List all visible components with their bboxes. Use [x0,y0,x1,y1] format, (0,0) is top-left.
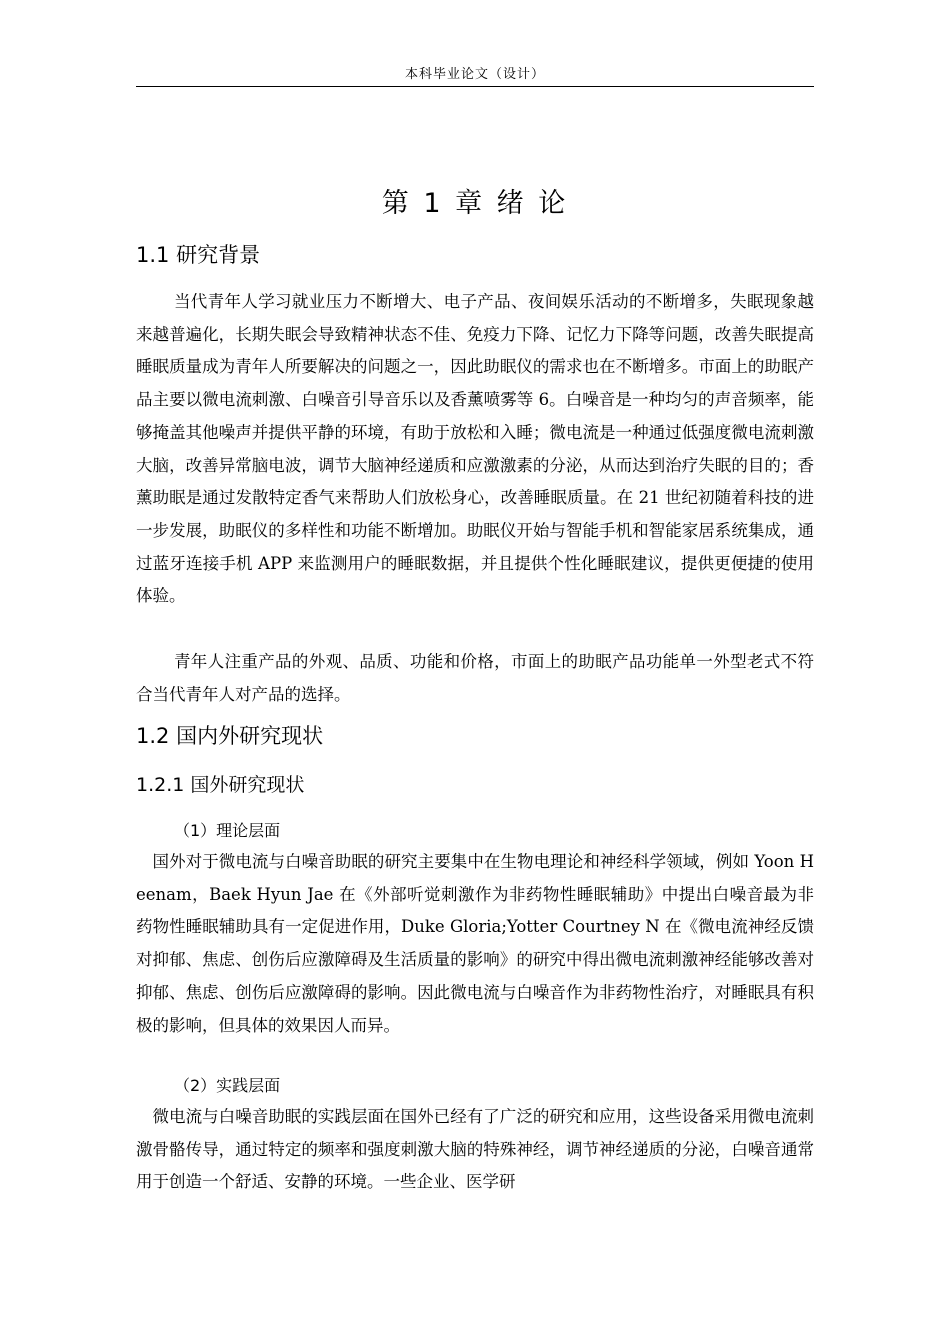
section-heading-1-2: 1.2 国内外研究现状 [136,724,324,748]
paragraph-youth-preference: 青年人注重产品的外观、品质、功能和价格，市面上的助眠产品功能单一外型老式不符合当代青年人对产品的选择。 [136,652,814,704]
paragraph-research-background: 当代青年人学习就业压力不断增大、电子产品、夜间娱乐活动的不断增多，失眠现象越来越普遍化，长期失眠会导致精神状态不佳、免疫力下降、记忆力下降等问题，改善失眠提高睡眠质量成为青年人所要解决的问题之一，因此助眠仪的需求也在不断增多。市面上的助眠产品主要以微电流刺激、白噪音引导音乐以及香薰喷雾等 6。白噪音是一种均匀的声音频率，能够掩盖其他噪声并提供平静的环境，有助于放松和入睡；微电流是一种通过低强度微电流刺激大脑，改善异常脑电波，调节大脑神经递质和应激激素的分泌，从而达到治疗失眠的目的；香薰助眠是通过发散特定香气来帮助人们放松身心，改善睡眠质量。在 21 世纪初随着科技的进一步发展，助眠仪的多样性和功能不断增加。助眠仪开始与智能手机和智能家居系统集成，通过蓝牙连接手机 APP 来监测用户的睡眠数据，并且提供个性化睡眠建议，提供更便捷的使用体验。 [136,292,814,606]
chapter-title: 第 1 章 绪 论 [381,188,569,219]
header-rule [136,86,814,87]
section-heading-1-2-1: 1.2.1 国外研究现状 [136,774,305,796]
paragraph-theory: 国外对于微电流与白噪音助眠的研究主要集中在生物电理论和神经科学领域，例如 Yoon Heenam，Baek Hyun Jae 在《外部听觉刺激作为非药物性睡眠辅助》中提出白噪音最为非药物性睡眠辅助具有一定促进作用，Duke Gloria;Yotter Courtney N 在《微电流神经反馈对抑郁、焦虑、创伤后应激障碍及生活质量的影响》的研究中得出微电流刺激神经能够改善对抑郁、焦虑、创伤后应激障碍的影响。因此微电流与白噪音作为非药物性治疗，对睡眠具有积极的影响，但具体的效果因人而异。 [136,852,814,1035]
paragraph-practice: 微电流与白噪音助眠的实践层面在国外已经有了广泛的研究和应用，这些设备采用微电流刺激骨骼传导，通过特定的频率和强度刺激大脑的特殊神经，调节神经递质的分泌，白噪音通常用于创造一个舒适、安静的环境。一些企业、医学研 [136,1107,814,1192]
subheading-theory: （1）理论层面 [174,821,281,840]
page-header: 本科毕业论文（设计） [404,67,545,82]
section-heading-1-1: 1.1 研究背景 [136,243,261,267]
subheading-practice: （2）实践层面 [174,1076,281,1095]
